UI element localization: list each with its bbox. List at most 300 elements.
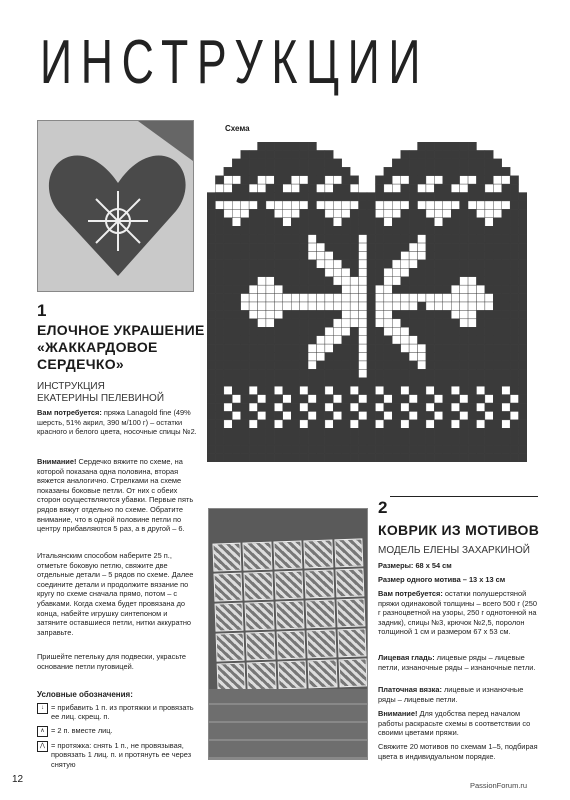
chart-cell xyxy=(476,428,484,436)
chart-cell xyxy=(241,428,249,436)
chart-cell xyxy=(207,302,215,310)
chart-cell xyxy=(434,277,442,285)
chart-cell xyxy=(291,420,299,428)
chart-cell xyxy=(468,142,476,150)
chart-cell xyxy=(308,353,316,361)
chart-cell xyxy=(333,209,341,217)
chart-cell xyxy=(384,235,392,243)
chart-cell xyxy=(375,176,383,184)
article-1-materials xyxy=(37,408,197,437)
chart-cell xyxy=(316,411,324,419)
chart-cell xyxy=(224,302,232,310)
chart-cell xyxy=(215,411,223,419)
chart-cell xyxy=(468,277,476,285)
chart-cell xyxy=(510,184,518,192)
chart-cell xyxy=(434,310,442,318)
chart-cell xyxy=(350,294,358,302)
chart-cell xyxy=(510,201,518,209)
chart-cell xyxy=(434,226,442,234)
chart-cell xyxy=(350,251,358,259)
chart-cell xyxy=(418,336,426,344)
chart-cell xyxy=(308,420,316,428)
sizes: Размеры: 68 х 54 см xyxy=(378,561,452,570)
chart-cell xyxy=(367,260,375,268)
chart-cell xyxy=(207,361,215,369)
chart-cell xyxy=(468,361,476,369)
chart-cell xyxy=(443,209,451,217)
chart-cell xyxy=(493,319,501,327)
chart-cell xyxy=(215,327,223,335)
chart-cell xyxy=(502,437,510,445)
chart-cell xyxy=(266,277,274,285)
chart-cell xyxy=(384,395,392,403)
chart-cell xyxy=(451,336,459,344)
chart-cell xyxy=(502,209,510,217)
chart-cell xyxy=(418,445,426,453)
chart-cell xyxy=(266,353,274,361)
chart-cell xyxy=(333,369,341,377)
chart-cell xyxy=(249,327,257,335)
chart-cell xyxy=(266,150,274,158)
chart-cell xyxy=(502,302,510,310)
chart-cell xyxy=(401,226,409,234)
chart-cell xyxy=(258,395,266,403)
chart-cell xyxy=(258,411,266,419)
chart-cell xyxy=(375,428,383,436)
chart-cell xyxy=(485,454,493,462)
chart-cell xyxy=(241,235,249,243)
chart-cell xyxy=(384,411,392,419)
chart-cell xyxy=(207,310,215,318)
chart-cell xyxy=(468,369,476,377)
chart-cell xyxy=(316,226,324,234)
chart-cell xyxy=(401,218,409,226)
chart-cell xyxy=(485,302,493,310)
chart-cell xyxy=(249,344,257,352)
chart-cell xyxy=(291,353,299,361)
chart-cell xyxy=(258,209,266,217)
chart-cell xyxy=(316,277,324,285)
chart-cell xyxy=(291,176,299,184)
chart-cell xyxy=(493,167,501,175)
chart-cell xyxy=(359,277,367,285)
chart-cell xyxy=(401,395,409,403)
chart-cell xyxy=(325,344,333,352)
chart-cell xyxy=(300,201,308,209)
chart-cell xyxy=(375,353,383,361)
chart-cell xyxy=(502,251,510,259)
motif-size: Размер одного мотива – 13 х 13 см xyxy=(378,575,506,584)
chart-cell xyxy=(325,428,333,436)
chart-cell xyxy=(266,437,274,445)
chart-cell xyxy=(215,243,223,251)
subtitle-line: ИНСТРУКЦИЯ xyxy=(37,381,105,392)
chart-cell xyxy=(274,302,282,310)
legend-item xyxy=(37,703,197,722)
chart-cell xyxy=(232,369,240,377)
chart-cell xyxy=(418,403,426,411)
materials-text: остатки полушерстяной пряжи одинаковой толщины – всего 500 г (250 г разноцветной на узоры, 250 г однотонной на задник), спицы №3, крючок №2,5, поролон толщиной 1 см и размером 67 х 53 см. xyxy=(378,589,537,637)
chart-cell xyxy=(392,302,400,310)
chart-cell xyxy=(476,167,484,175)
chart-cell xyxy=(493,285,501,293)
chart-cell xyxy=(476,411,484,419)
chart-cell xyxy=(443,428,451,436)
chart-cell xyxy=(443,167,451,175)
chart-cell xyxy=(359,403,367,411)
chart-cell xyxy=(451,277,459,285)
chart-cell xyxy=(476,193,484,201)
chart-cell xyxy=(241,159,249,167)
chart-cell xyxy=(283,176,291,184)
schema-label: Схема xyxy=(225,124,250,133)
chart-cell xyxy=(224,369,232,377)
chart-cell xyxy=(232,167,240,175)
chart-cell xyxy=(485,285,493,293)
chart-cell xyxy=(300,277,308,285)
chart-cell xyxy=(274,395,282,403)
chart-cell xyxy=(426,285,434,293)
chart-cell xyxy=(493,361,501,369)
chart-cell xyxy=(401,445,409,453)
chart-cell xyxy=(359,420,367,428)
chart-cell xyxy=(434,260,442,268)
chart-cell xyxy=(249,243,257,251)
chart-cell xyxy=(249,454,257,462)
chart-cell xyxy=(241,268,249,276)
chart-cell xyxy=(409,420,417,428)
chart-cell xyxy=(485,378,493,386)
chart-cell xyxy=(392,428,400,436)
chart-cell xyxy=(451,226,459,234)
chart-cell xyxy=(283,285,291,293)
chart-cell xyxy=(283,344,291,352)
chart-cell xyxy=(476,209,484,217)
chart-cell xyxy=(485,218,493,226)
chart-cell xyxy=(502,420,510,428)
chart-cell xyxy=(451,294,459,302)
chart-cell xyxy=(224,218,232,226)
chart-cell xyxy=(325,201,333,209)
chart-cell xyxy=(485,420,493,428)
chart-cell xyxy=(392,319,400,327)
chart-cell xyxy=(316,218,324,226)
chart-cell xyxy=(476,150,484,158)
chart-cell xyxy=(485,176,493,184)
chart-cell xyxy=(316,454,324,462)
chart-cell xyxy=(249,201,257,209)
chart-cell xyxy=(215,176,223,184)
chart-cell xyxy=(375,361,383,369)
face-stitch xyxy=(378,653,538,672)
chart-cell xyxy=(232,378,240,386)
face-text: лицевые ряды – лицевые петли, изнаночные ряды – изнаночные петли. xyxy=(378,653,536,672)
chart-cell xyxy=(502,193,510,201)
chart-cell xyxy=(359,327,367,335)
chart-cell xyxy=(266,403,274,411)
chart-cell xyxy=(476,327,484,335)
chart-cell xyxy=(519,243,527,251)
chart-cell xyxy=(367,403,375,411)
chart-cell xyxy=(384,184,392,192)
chart-cell xyxy=(241,361,249,369)
chart-cell xyxy=(342,386,350,394)
chart-cell xyxy=(519,395,527,403)
chart-cell xyxy=(207,437,215,445)
chart-cell xyxy=(493,226,501,234)
chart-cell xyxy=(300,344,308,352)
chart-cell xyxy=(350,369,358,377)
chart-cell xyxy=(333,235,341,243)
chart-cell xyxy=(207,277,215,285)
chart-cell xyxy=(493,378,501,386)
chart-cell xyxy=(215,420,223,428)
chart-cell xyxy=(215,260,223,268)
chart-cell xyxy=(367,336,375,344)
chart-cell xyxy=(426,150,434,158)
chart-cell xyxy=(249,353,257,361)
chart-cell xyxy=(426,209,434,217)
chart-cell xyxy=(460,428,468,436)
chart-cell xyxy=(451,361,459,369)
chart-cell xyxy=(300,378,308,386)
chart-cell xyxy=(224,277,232,285)
chart-cell xyxy=(333,176,341,184)
chart-cell xyxy=(342,361,350,369)
chart-cell xyxy=(443,285,451,293)
chart-cell xyxy=(434,243,442,251)
chart-cell xyxy=(367,319,375,327)
chart-cell xyxy=(333,159,341,167)
chart-cell xyxy=(502,344,510,352)
chart-cell xyxy=(493,428,501,436)
chart-cell xyxy=(443,445,451,453)
chart-cell xyxy=(409,235,417,243)
chart-cell xyxy=(300,454,308,462)
chart-cell xyxy=(468,209,476,217)
chart-cell xyxy=(451,353,459,361)
chart-cell xyxy=(409,260,417,268)
chart-cell xyxy=(510,428,518,436)
chart-cell xyxy=(232,243,240,251)
chart-cell xyxy=(451,378,459,386)
chart-cell xyxy=(350,268,358,276)
chart-cell xyxy=(325,310,333,318)
chart-cell xyxy=(249,268,257,276)
chart-cell xyxy=(519,454,527,462)
chart-cell xyxy=(274,420,282,428)
chart-cell xyxy=(426,310,434,318)
chart-cell xyxy=(485,201,493,209)
chart-cell xyxy=(418,159,426,167)
chart-cell xyxy=(485,184,493,192)
chart-cell xyxy=(316,184,324,192)
chart-cell xyxy=(460,403,468,411)
chart-cell xyxy=(418,369,426,377)
chart-cell xyxy=(384,361,392,369)
chart-cell xyxy=(359,454,367,462)
chart-cell xyxy=(443,344,451,352)
chart-cell xyxy=(468,403,476,411)
chart-cell xyxy=(333,319,341,327)
chart-cell xyxy=(249,235,257,243)
chart-cell xyxy=(266,319,274,327)
chart-cell xyxy=(502,361,510,369)
chart-cell xyxy=(434,294,442,302)
chart-cell xyxy=(291,193,299,201)
chart-cell xyxy=(493,243,501,251)
article-1-attention xyxy=(37,457,197,534)
chart-cell xyxy=(266,369,274,377)
chart-cell xyxy=(493,268,501,276)
chart-cell xyxy=(333,193,341,201)
chart-cell xyxy=(342,277,350,285)
chart-cell xyxy=(342,167,350,175)
chart-cell xyxy=(258,294,266,302)
chart-cell xyxy=(215,184,223,192)
chart-cell xyxy=(241,285,249,293)
chart-cell xyxy=(224,386,232,394)
chart-cell xyxy=(476,260,484,268)
chart-cell xyxy=(274,454,282,462)
chart-cell xyxy=(392,395,400,403)
chart-cell xyxy=(249,226,257,234)
chart-cell xyxy=(249,319,257,327)
chart-cell xyxy=(392,294,400,302)
chart-cell xyxy=(350,428,358,436)
chart-cell xyxy=(283,184,291,192)
chart-cell xyxy=(460,159,468,167)
chart-cell xyxy=(308,344,316,352)
chart-cell xyxy=(451,150,459,158)
chart-cell xyxy=(241,378,249,386)
chart-cell xyxy=(325,159,333,167)
chart-cell xyxy=(409,411,417,419)
chart-cell xyxy=(401,235,409,243)
chart-cell xyxy=(476,437,484,445)
chart-cell xyxy=(308,260,316,268)
chart-cell xyxy=(258,353,266,361)
chart-cell xyxy=(359,336,367,344)
chart-cell xyxy=(300,310,308,318)
chart-cell xyxy=(300,437,308,445)
chart-cell xyxy=(443,150,451,158)
chart-cell xyxy=(519,361,527,369)
chart-cell xyxy=(232,437,240,445)
chart-cell xyxy=(258,142,266,150)
chart-cell xyxy=(342,420,350,428)
chart-cell xyxy=(375,235,383,243)
chart-cell xyxy=(291,268,299,276)
chart-cell xyxy=(367,218,375,226)
chart-cell xyxy=(375,268,383,276)
chart-cell xyxy=(367,353,375,361)
chart-cell xyxy=(232,294,240,302)
garter-label: Платочная вязка: xyxy=(378,685,442,694)
chart-cell xyxy=(291,184,299,192)
chart-cell xyxy=(418,268,426,276)
chart-cell xyxy=(426,176,434,184)
chart-cell xyxy=(460,184,468,192)
chart-cell xyxy=(283,268,291,276)
chart-cell xyxy=(300,395,308,403)
chart-cell xyxy=(434,142,442,150)
chart-cell xyxy=(274,142,282,150)
chart-cell xyxy=(291,310,299,318)
chart-cell xyxy=(375,184,383,192)
materials-label: Вам потребуется: xyxy=(37,408,102,417)
chart-cell xyxy=(350,193,358,201)
chart-cell xyxy=(493,344,501,352)
chart-cell xyxy=(493,310,501,318)
chart-cell xyxy=(392,209,400,217)
chart-cell xyxy=(418,302,426,310)
chart-cell xyxy=(316,310,324,318)
chart-cell xyxy=(325,209,333,217)
chart-cell xyxy=(249,336,257,344)
chart-cell xyxy=(333,294,341,302)
chart-cell xyxy=(316,353,324,361)
chart-cell xyxy=(468,420,476,428)
chart-cell xyxy=(443,176,451,184)
chart-cell xyxy=(476,445,484,453)
chart-cell xyxy=(232,445,240,453)
chart-cell xyxy=(258,361,266,369)
chart-cell xyxy=(325,268,333,276)
chart-cell xyxy=(215,209,223,217)
chart-cell xyxy=(375,403,383,411)
chart-cell xyxy=(418,176,426,184)
chart-cell xyxy=(443,395,451,403)
chart-cell xyxy=(434,319,442,327)
chart-cell xyxy=(460,226,468,234)
chart-cell xyxy=(283,353,291,361)
chart-cell xyxy=(333,285,341,293)
chart-cell xyxy=(342,218,350,226)
chart-cell xyxy=(443,201,451,209)
chart-cell xyxy=(224,336,232,344)
chart-cell xyxy=(342,395,350,403)
chart-cell xyxy=(468,454,476,462)
chart-cell xyxy=(434,167,442,175)
chart-cell xyxy=(258,243,266,251)
chart-cell xyxy=(258,302,266,310)
chart-cell xyxy=(519,344,527,352)
heading-line: СЕРДЕЧКО» xyxy=(37,356,124,372)
chart-cell xyxy=(249,420,257,428)
chart-cell xyxy=(207,226,215,234)
chart-cell xyxy=(274,235,282,243)
chart-cell xyxy=(476,176,484,184)
chart-cell xyxy=(493,445,501,453)
chart-cell xyxy=(493,277,501,285)
chart-cell xyxy=(215,277,223,285)
chart-cell xyxy=(443,369,451,377)
chart-cell xyxy=(215,361,223,369)
chart-cell xyxy=(350,243,358,251)
chart-cell xyxy=(510,176,518,184)
chart-cell xyxy=(426,437,434,445)
chart-cell xyxy=(451,395,459,403)
chart-cell xyxy=(342,369,350,377)
chart-cell xyxy=(342,437,350,445)
chart-cell xyxy=(232,454,240,462)
chart-cell xyxy=(359,437,367,445)
legend-text: = прибавить 1 п. из протяжки и провязать ее лиц. скрещ. п. xyxy=(51,702,194,722)
chart-cell xyxy=(325,369,333,377)
chart-cell xyxy=(443,184,451,192)
chart-cell xyxy=(325,327,333,335)
